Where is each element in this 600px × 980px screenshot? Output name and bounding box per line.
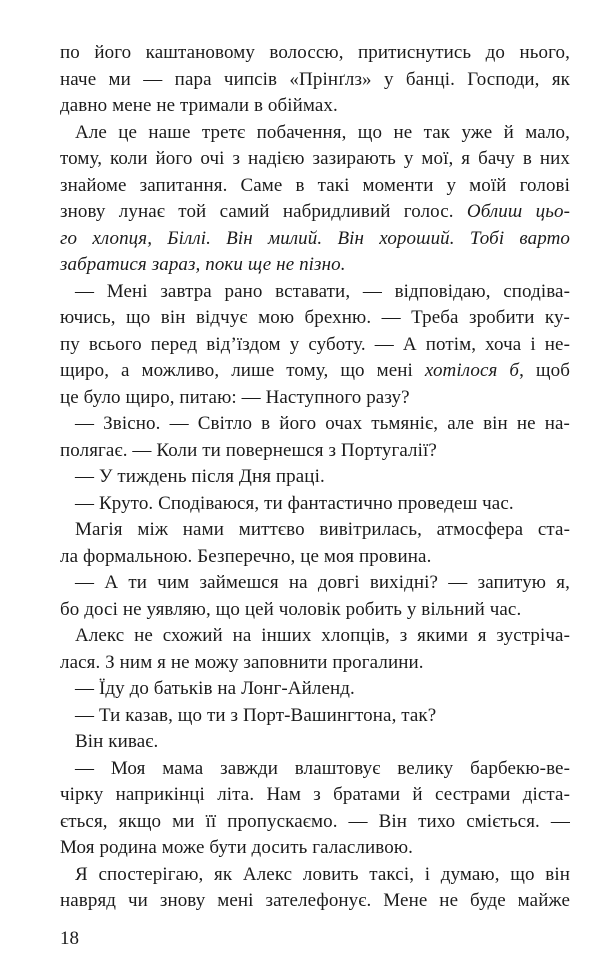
text-line	[60, 676, 570, 703]
text-line	[60, 623, 570, 650]
text-block	[60, 40, 570, 915]
text-run-italic: забратися зараз, поки ще не пізно.	[60, 254, 346, 275]
text-run: — А ти чим займешся на довгі вихідні? — запитую я,	[75, 572, 570, 593]
text-line	[60, 703, 570, 730]
text-run: щиро, а можливо, лише тому, що мені	[60, 360, 425, 381]
text-run: Алекс не схожий на інших хлопців, з якими я зустріча-	[75, 625, 570, 646]
text-run: — Їду до батьків на Лонг-Айленд.	[75, 678, 355, 699]
text-run: навряд чи знову мені зателефонує. Мене не буде майже	[60, 890, 570, 911]
text-run: Він киває.	[75, 731, 159, 752]
text-line	[60, 67, 570, 94]
text-line	[60, 729, 570, 756]
text-run-italic: Облиш цьо-	[466, 201, 570, 222]
text-line	[60, 544, 570, 571]
text-run: Моя родина може бути досить галасливою.	[60, 837, 413, 858]
text-line	[60, 279, 570, 306]
text-line	[60, 517, 570, 544]
text-run: наче ми — пара чипсів «Прінґлз» у банці. Господи, як	[60, 68, 570, 90]
text-line	[60, 173, 570, 200]
text-run: — Моя мама завжди влаштовує велику барбекю-ве-	[75, 757, 570, 779]
text-line	[60, 226, 570, 253]
text-run: — Звісно. — Світло в його очах тьмяніє, але він не на-	[75, 413, 570, 434]
text-line	[60, 782, 570, 809]
text-run: по його каштановому волоссю, притиснутись до нього,	[60, 42, 570, 63]
text-line	[60, 252, 570, 279]
text-line	[60, 358, 570, 385]
page-number: 18	[60, 928, 79, 949]
text-line	[60, 93, 570, 120]
text-line	[60, 411, 570, 438]
text-line	[60, 756, 570, 783]
text-run-italic: хотілося б	[424, 360, 520, 381]
text-run: , щоб	[519, 360, 570, 381]
text-line	[60, 464, 570, 491]
text-line	[60, 385, 570, 412]
text-run: лася. З ним я не можу заповнити прогалини.	[60, 651, 424, 673]
text-run: ла формальною. Безперечно, це моя провина.	[60, 545, 432, 567]
text-line	[60, 199, 570, 226]
text-line	[60, 888, 570, 915]
text-run-italic: го хлопця, Біллі. Він милий. Він хороший. Тобі варто	[60, 227, 570, 249]
text-run: знайоме запитання. Саме в такі моменти у моїй голові	[60, 174, 570, 196]
text-line	[60, 120, 570, 147]
text-line	[60, 491, 570, 518]
text-run: бо досі не уявляю, що цей чоловік робить у вільний час.	[60, 598, 522, 620]
text-run: Магія між нами миттєво вивітрилась, атмосфера ста-	[75, 519, 570, 540]
text-run: — Мені завтра рано вставати, — відповідаю, сподіва-	[75, 280, 570, 302]
text-line	[60, 146, 570, 173]
text-run: знову лунає той самий набридливий голос.	[60, 201, 467, 222]
text-line	[60, 835, 570, 862]
text-run: полягає. — Коли ти повернешся з Португалії?	[60, 439, 437, 461]
text-run: — Ти казав, що ти з Порт-Вашингтона, так?	[75, 704, 437, 726]
text-line	[60, 570, 570, 597]
text-line	[60, 862, 570, 889]
text-line	[60, 332, 570, 359]
text-line	[60, 438, 570, 465]
text-line	[60, 40, 570, 67]
text-run: Але це наше третє побачення, що не так уже й мало,	[75, 121, 570, 143]
text-run: ючись, що він відчує мою брехню. — Треба зробити ку-	[60, 307, 570, 328]
text-line	[60, 305, 570, 332]
text-run: тому, коли його очі з надією зазирають у мої, я бачу в них	[60, 148, 570, 169]
text-run: це було щиро, питаю: — Наступного разу?	[60, 386, 410, 408]
text-run: — Круто. Сподіваюся, ти фантастично проведеш час.	[75, 492, 514, 514]
text-line	[60, 597, 570, 624]
text-run: чірку наприкінці літа. Нам з братами й сестрами діста-	[60, 784, 570, 805]
text-line	[60, 809, 570, 836]
text-run: — У тиждень після Дня праці.	[75, 466, 325, 487]
text-run: пу всього перед від’їздом у суботу. — А потім, хоча і не-	[60, 333, 570, 355]
text-run: Я спостерігаю, як Алекс ловить таксі, і думаю, що він	[75, 863, 570, 885]
text-line	[60, 650, 570, 677]
text-run: ється, якщо ми її пропускаємо. — Він тихо сміється. —	[60, 810, 570, 832]
text-run: давно мене не тримали в обіймах.	[60, 95, 338, 116]
